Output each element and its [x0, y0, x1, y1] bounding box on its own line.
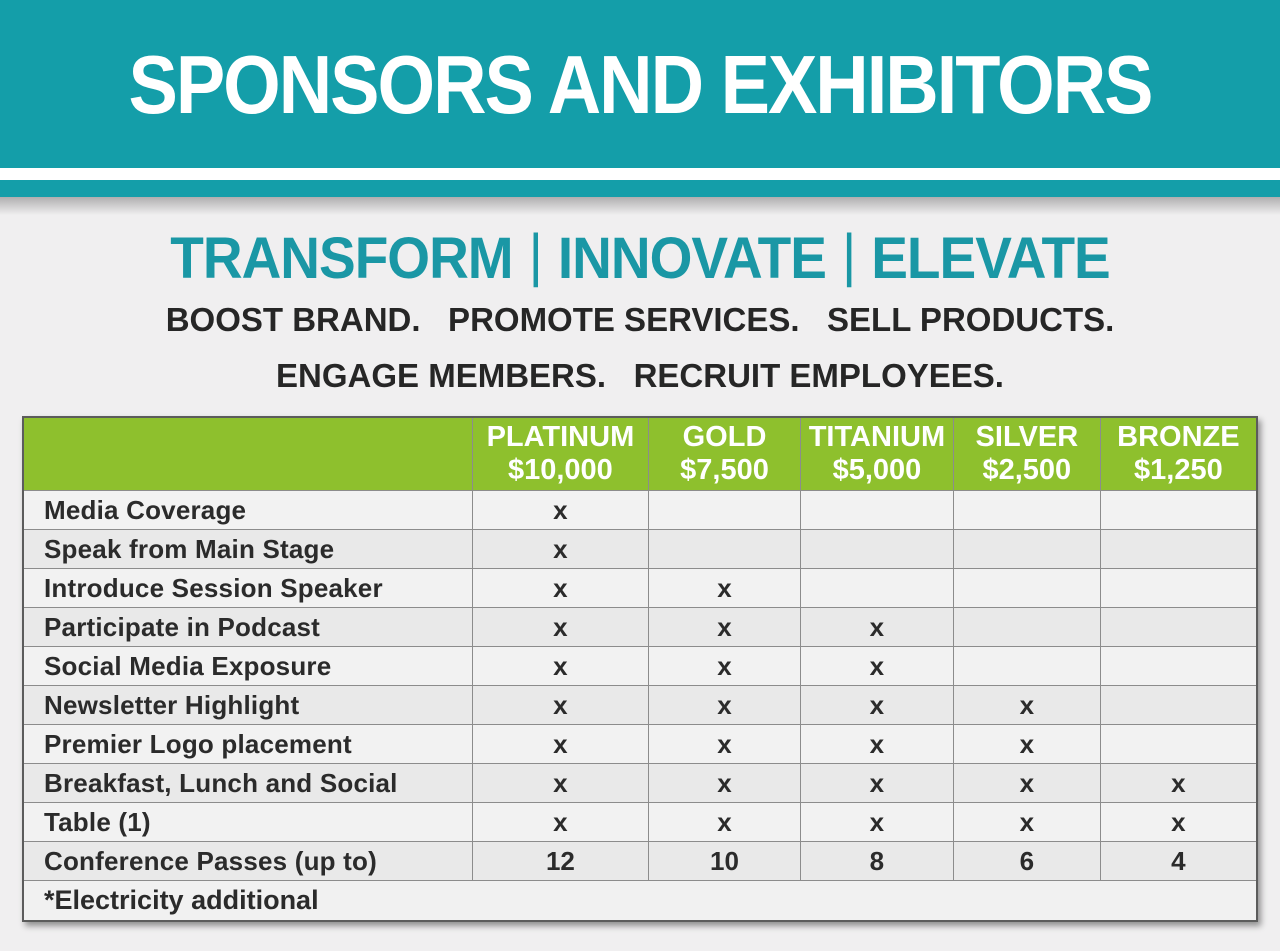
included-mark: x	[472, 803, 648, 842]
tagline-headline	[0, 221, 1280, 291]
pricing-table-wrapper	[0, 398, 1280, 922]
tier-name: PLATINUM	[486, 420, 635, 453]
electricity-footnote: *Electricity additional	[23, 881, 1257, 921]
tier-header-bronze	[1100, 417, 1257, 491]
included-mark: x	[800, 725, 953, 764]
tier-header-gold	[649, 417, 801, 491]
tier-price: $5,000	[832, 454, 922, 487]
feature-label: Speak from Main Stage	[23, 530, 472, 569]
tier-header-silver	[953, 417, 1100, 491]
empty-cell	[649, 530, 801, 569]
included-mark: x	[472, 569, 648, 608]
tier-name: TITANIUM	[808, 420, 946, 453]
empty-cell	[1100, 491, 1257, 530]
empty-cell	[953, 608, 1100, 647]
table-row	[23, 842, 1257, 881]
included-mark: x	[1100, 803, 1257, 842]
tagline-word-elevate: ELEVATE	[871, 225, 1110, 291]
subheadline-line2: ENGAGE MEMBERS. RECRUIT EMPLOYEES.	[276, 356, 1004, 394]
feature-label: Participate in Podcast	[23, 608, 472, 647]
empty-cell	[800, 530, 953, 569]
included-mark: x	[800, 608, 953, 647]
tier-name: BRONZE	[1117, 420, 1240, 453]
included-mark: 10	[649, 842, 801, 881]
tier-header-titanium	[800, 417, 953, 491]
included-mark: x	[649, 686, 801, 725]
empty-cell	[953, 491, 1100, 530]
included-mark: x	[649, 569, 801, 608]
feature-label: Premier Logo placement	[23, 725, 472, 764]
included-mark: x	[649, 803, 801, 842]
table-row	[23, 686, 1257, 725]
tier-price: $10,000	[507, 454, 613, 487]
included-mark: x	[649, 608, 801, 647]
included-mark: x	[472, 686, 648, 725]
included-mark: x	[472, 725, 648, 764]
included-mark: x	[800, 647, 953, 686]
empty-cell	[1100, 608, 1257, 647]
subheadline-line1: BOOST BRAND. PROMOTE SERVICES. SELL PRODUCTS.	[165, 301, 1115, 338]
table-row	[23, 764, 1257, 803]
included-mark: x	[953, 803, 1100, 842]
included-mark: x	[953, 725, 1100, 764]
tagline-separator: |	[528, 221, 542, 288]
empty-cell	[953, 530, 1100, 569]
top-banner	[0, 0, 1280, 168]
pricing-table-body	[23, 491, 1257, 881]
included-mark: x	[800, 686, 953, 725]
tier-price: $7,500	[680, 454, 769, 487]
empty-cell	[1100, 725, 1257, 764]
tier-price: $2,500	[982, 454, 1072, 487]
empty-cell	[800, 491, 953, 530]
empty-cell	[1100, 647, 1257, 686]
tier-name: SILVER	[975, 420, 1079, 453]
table-row	[23, 491, 1257, 530]
banner-shadow	[0, 197, 1280, 215]
included-mark: x	[649, 725, 801, 764]
included-mark: x	[472, 608, 648, 647]
footnote-row	[23, 881, 1257, 921]
tagline-word-transform: TRANSFORM	[170, 225, 513, 291]
feature-label: Table (1)	[23, 803, 472, 842]
empty-cell	[953, 569, 1100, 608]
banner-gap-stripe	[0, 168, 1280, 180]
table-row	[23, 608, 1257, 647]
included-mark: x	[472, 530, 648, 569]
tier-header-row	[23, 417, 1257, 491]
table-row	[23, 647, 1257, 686]
tier-header-empty-cell	[23, 417, 472, 491]
page-title: SPONSORS AND EXHIBITORS	[128, 37, 1152, 131]
table-row	[23, 569, 1257, 608]
empty-cell	[1100, 569, 1257, 608]
included-mark: x	[800, 764, 953, 803]
included-mark: 6	[953, 842, 1100, 881]
table-row	[23, 803, 1257, 842]
table-row	[23, 725, 1257, 764]
tagline-separator: |	[841, 221, 856, 288]
banner-accent-stripe	[0, 180, 1280, 197]
feature-label: Introduce Session Speaker	[23, 569, 472, 608]
included-mark: 4	[1100, 842, 1257, 881]
tier-name: GOLD	[682, 420, 767, 453]
included-mark: x	[472, 764, 648, 803]
included-mark: x	[649, 764, 801, 803]
empty-cell	[649, 491, 801, 530]
empty-cell	[1100, 530, 1257, 569]
feature-label: Conference Passes (up to)	[23, 842, 472, 881]
feature-label: Social Media Exposure	[23, 647, 472, 686]
feature-label: Newsletter Highlight	[23, 686, 472, 725]
included-mark: x	[472, 491, 648, 530]
empty-cell	[800, 569, 953, 608]
included-mark: x	[953, 686, 1100, 725]
tier-price: $1,250	[1134, 454, 1223, 487]
feature-label: Media Coverage	[23, 491, 472, 530]
included-mark: x	[472, 647, 648, 686]
included-mark: x	[953, 764, 1100, 803]
tagline-word-innovate: INNOVATE	[557, 225, 826, 291]
tier-header-platinum	[472, 417, 648, 491]
sponsorship-pricing-table	[22, 416, 1258, 922]
empty-cell	[953, 647, 1100, 686]
included-mark: x	[1100, 764, 1257, 803]
included-mark: x	[800, 803, 953, 842]
included-mark: x	[649, 647, 801, 686]
feature-label: Breakfast, Lunch and Social	[23, 764, 472, 803]
included-mark: 12	[472, 842, 648, 881]
included-mark: 8	[800, 842, 953, 881]
table-row	[23, 530, 1257, 569]
empty-cell	[1100, 686, 1257, 725]
